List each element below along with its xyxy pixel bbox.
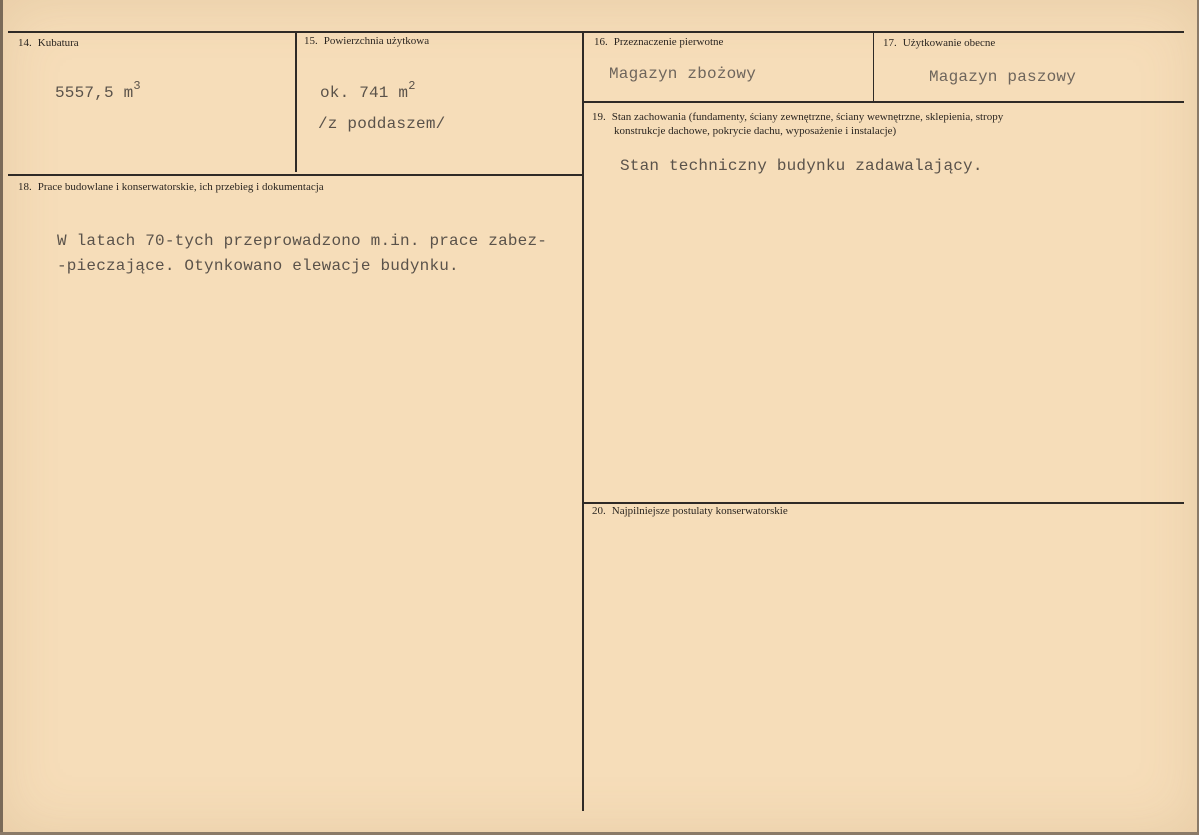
area-value: ok. 741 m	[320, 84, 409, 102]
field-18-line1: W latach 70-tych przeprowadzono m.in. prace zabez-	[57, 232, 548, 250]
field-15-value	[320, 79, 416, 102]
field-14-title: Kubatura	[37, 37, 79, 49]
field-17-title: Użytkowanie obecne	[902, 37, 996, 49]
field-14-label	[18, 36, 79, 50]
area-unit-exponent: 2	[408, 79, 416, 93]
field-18-line2: -pieczające. Otynkowano elewacje budynku.	[57, 257, 459, 275]
field-15-note: /z poddaszem/	[318, 115, 446, 133]
field-16-number: 16.	[594, 36, 608, 48]
divider-16-17	[873, 31, 874, 101]
field-15-label	[304, 34, 429, 48]
field-14-value	[55, 79, 141, 102]
volume-unit-exponent: 3	[133, 79, 141, 93]
top-rule	[8, 31, 1184, 33]
field-18-label	[18, 180, 324, 194]
field-14-number: 14.	[18, 37, 32, 49]
field-16-label	[594, 35, 723, 49]
field-15-number: 15.	[304, 35, 318, 47]
divider-14-15	[295, 31, 297, 172]
field-19-title-line1: Stan zachowania (fundamenty, ściany zewnętrzne, ściany wewnętrzne, sklepienia, stropy	[611, 111, 1004, 123]
field-18-title: Prace budowlane i konserwatorskie, ich przebieg i dokumentacja	[37, 181, 324, 193]
field-19-title-line2: konstrukcje dachowe, pokrycie dachu, wyposażenie i instalacje)	[614, 125, 897, 137]
field-18-number: 18.	[18, 181, 32, 193]
volume-value: 5557,5 m	[55, 84, 134, 102]
field-17-value: Magazyn paszowy	[929, 68, 1077, 86]
field-19-number: 19.	[592, 111, 606, 123]
field-20-title: Najpilniejsze postulaty konserwatorskie	[611, 505, 788, 517]
rule-above-19	[583, 101, 1184, 103]
field-19-value: Stan techniczny budynku zadawalający.	[620, 157, 983, 175]
rule-above-18	[8, 174, 583, 176]
field-17-number: 17.	[883, 37, 897, 49]
field-20-number: 20.	[592, 505, 606, 517]
main-vertical-divider	[582, 31, 584, 811]
card-edge-left	[0, 0, 3, 835]
field-19-label	[592, 110, 1182, 138]
field-16-title: Przeznaczenie pierwotne	[613, 36, 724, 48]
field-20-label	[592, 504, 788, 518]
field-15-title: Powierzchnia użytkowa	[323, 35, 430, 47]
field-16-value: Magazyn zbożowy	[609, 65, 757, 83]
field-17-label	[883, 36, 995, 50]
